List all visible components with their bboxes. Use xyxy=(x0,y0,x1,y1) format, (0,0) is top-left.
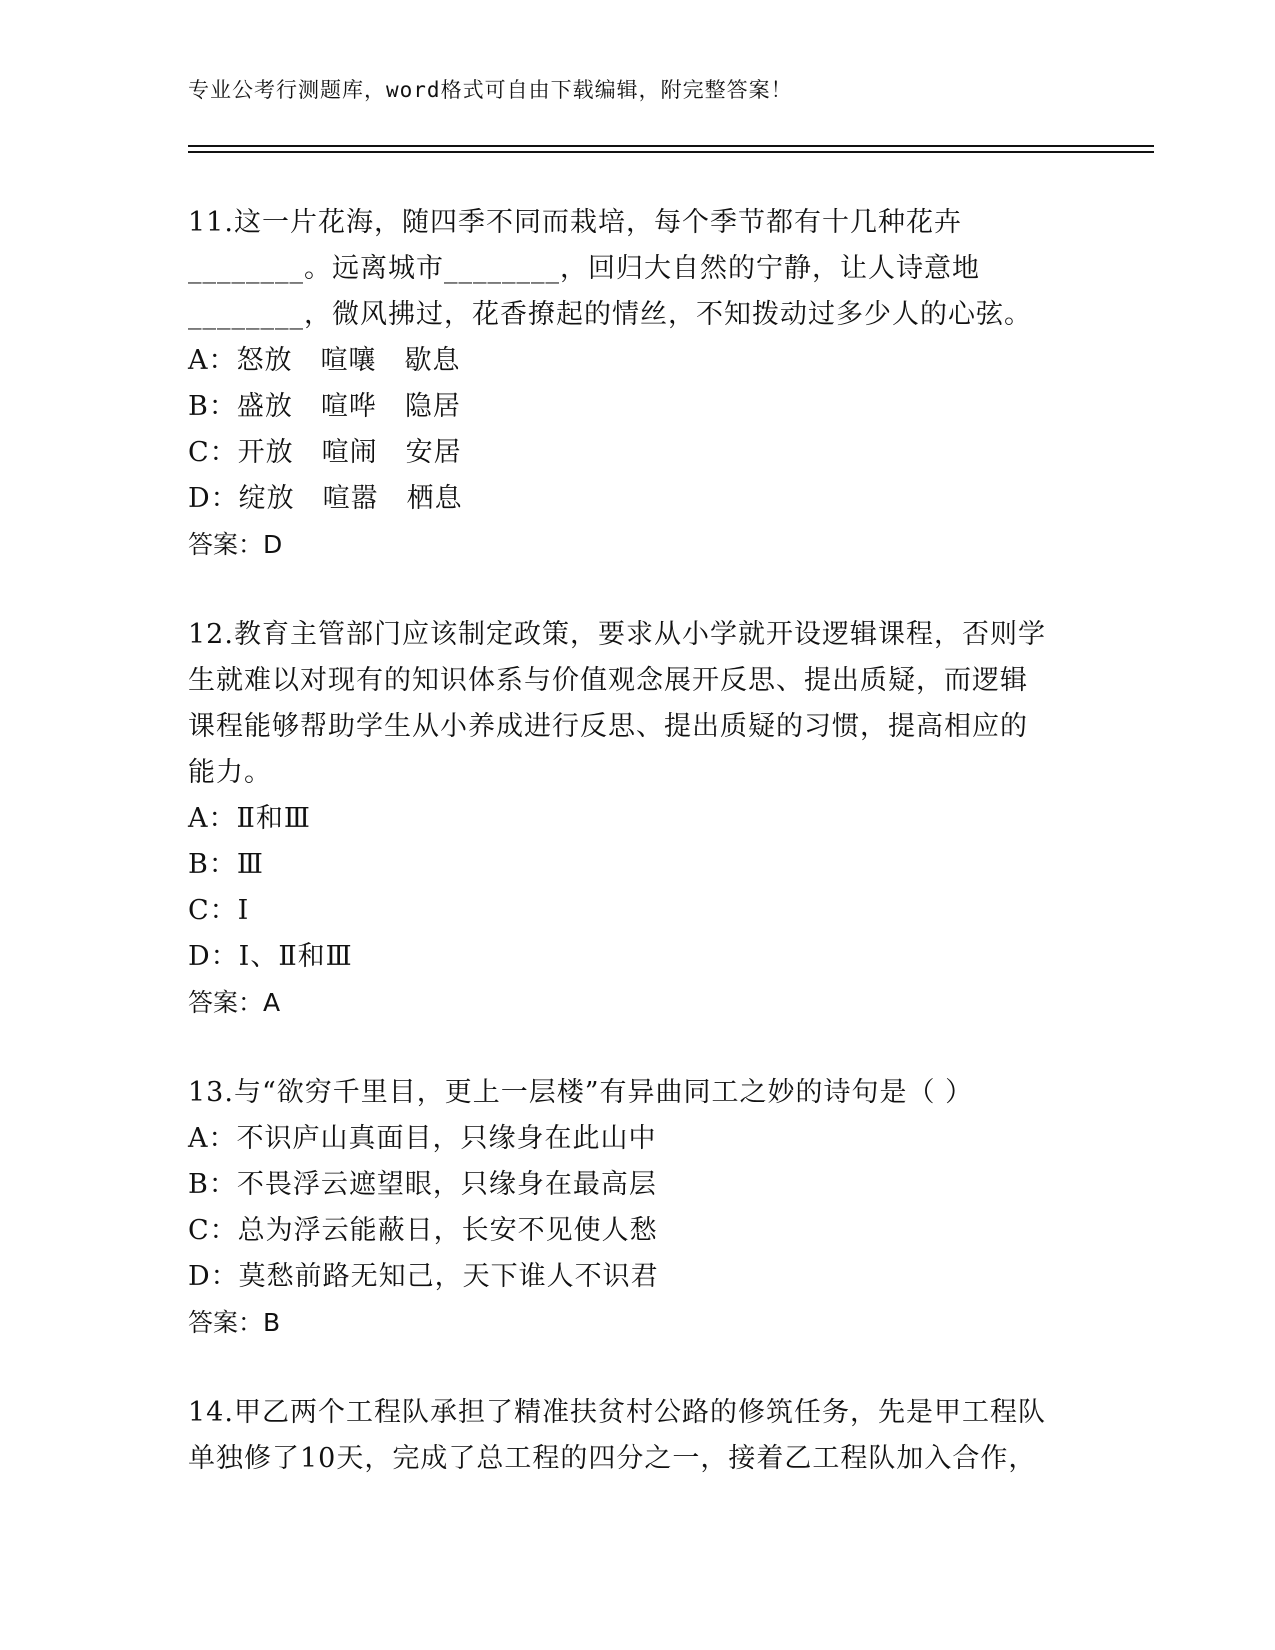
option-d: D：Ⅰ、Ⅱ和Ⅲ xyxy=(188,941,353,972)
question-text: ________。远离城市________，回归大自然的宁静，让人诗意地 xyxy=(188,253,980,284)
option-b: B：Ⅲ xyxy=(188,849,264,880)
question-text: 能力。 xyxy=(188,757,272,788)
question-12 xyxy=(188,612,1088,1026)
option-c: C：开放 喧闹 安居 xyxy=(188,437,462,468)
option-d: D：绽放 喧嚣 栖息 xyxy=(188,483,463,514)
question-text: 13.与“欲穷千里目，更上一层楼”有异曲同工之妙的诗句是（ ） xyxy=(188,1077,974,1108)
header-rule-thick xyxy=(188,145,1154,147)
question-13 xyxy=(188,1070,1088,1346)
question-text: 14.甲乙两个工程队承担了精准扶贫村公路的修筑任务，先是甲工程队 xyxy=(188,1397,1046,1428)
question-text: 生就难以对现有的知识体系与价值观念展开反思、提出质疑，而逻辑 xyxy=(188,665,1028,696)
header-rule-thin xyxy=(188,151,1154,153)
option-a: A：Ⅱ和Ⅲ xyxy=(188,803,311,834)
answer-text: 答案：D xyxy=(188,530,283,559)
answer-text: 答案：A xyxy=(188,988,281,1017)
question-text: 单独修了10天，完成了总工程的四分之一，接着乙工程队加入合作， xyxy=(188,1443,1037,1474)
answer-text: 答案：B xyxy=(188,1308,281,1337)
option-a: A：不识庐山真面目，只缘身在此山中 xyxy=(188,1123,657,1154)
question-text: 课程能够帮助学生从小养成进行反思、提出质疑的习惯，提高相应的 xyxy=(188,711,1028,742)
option-a: A：怒放 喧嚷 歇息 xyxy=(188,345,461,376)
option-d: D：莫愁前路无知己，天下谁人不识君 xyxy=(188,1261,659,1292)
question-list xyxy=(188,200,1088,1526)
question-11 xyxy=(188,200,1088,568)
option-b: B：盛放 喧哗 隐居 xyxy=(188,391,461,422)
page-header: 专业公考行测题库，word格式可自由下载编辑，附完整答案！ xyxy=(188,78,793,102)
question-text: ________，微风拂过，花香撩起的情丝，不知拨动过多少人的心弦。 xyxy=(188,299,1032,330)
option-c: C：Ⅰ xyxy=(188,895,250,926)
question-text: 12.教育主管部门应该制定政策，要求从小学就开设逻辑课程，否则学 xyxy=(188,619,1046,650)
question-14 xyxy=(188,1390,1088,1482)
option-b: B：不畏浮云遮望眼，只缘身在最高层 xyxy=(188,1169,657,1200)
question-text: 11.这一片花海，随四季不同而栽培，每个季节都有十几种花卉 xyxy=(188,207,962,238)
option-c: C：总为浮云能蔽日，长安不见使人愁 xyxy=(188,1215,658,1246)
